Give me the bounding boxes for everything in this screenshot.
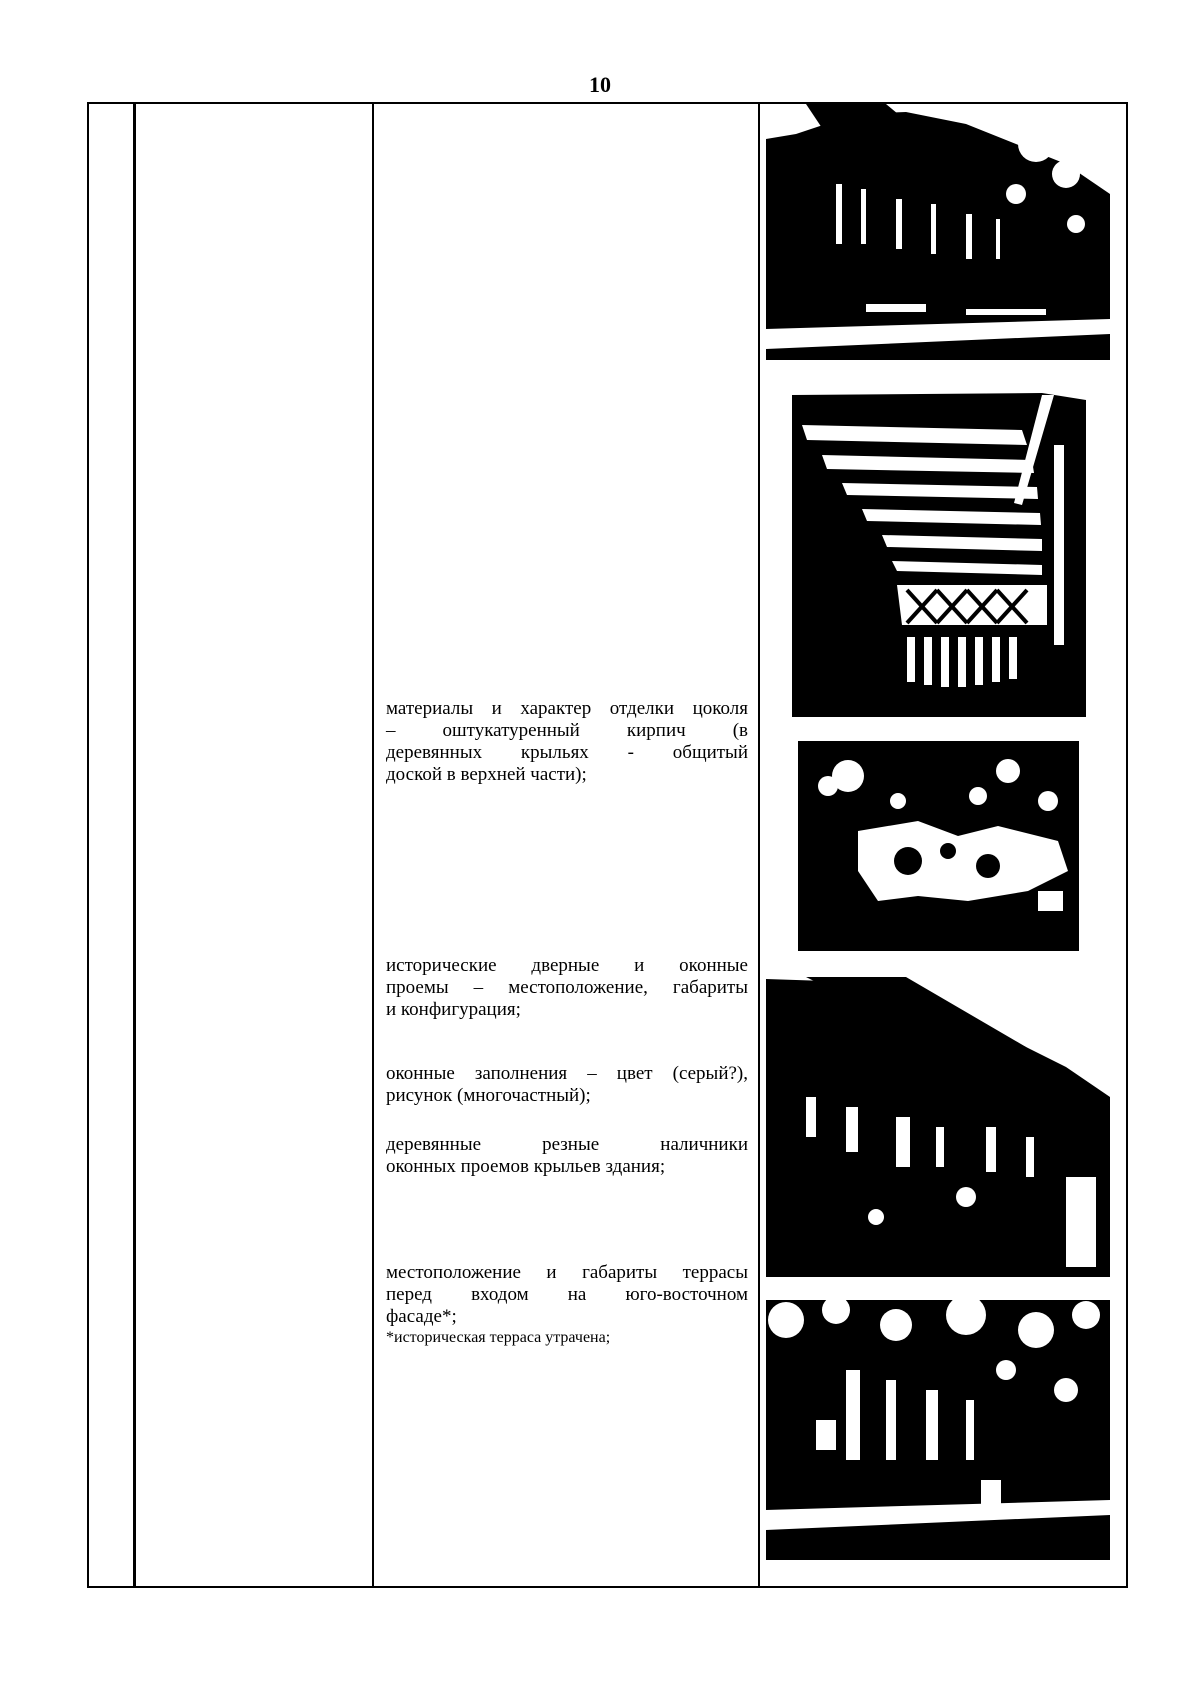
plinth-photo <box>798 741 1079 951</box>
text-line: рисунок (многочастный); <box>386 1085 591 1106</box>
text-line: оконные заполнения – цвет (серый?), <box>386 1063 748 1084</box>
building-facade-photo-1 <box>766 104 1110 360</box>
table-left-border <box>87 103 89 1587</box>
text-line: фасаде*; <box>386 1306 457 1327</box>
building-trees-photo <box>766 1300 1110 1560</box>
text-line: деревянные резные наличники <box>386 1134 748 1155</box>
carved-trims-description <box>386 1134 748 1178</box>
text-line: исторические дверные и оконные <box>386 955 748 976</box>
text-line: деревянных крыльях - общитый <box>386 742 748 763</box>
terrace-note: *историческая терраса утрачена; <box>386 1329 611 1346</box>
carved-eaves-photo <box>792 385 1086 717</box>
text-line: местоположение и габариты террасы <box>386 1262 748 1283</box>
text-line: – оштукатуренный кирпич (в <box>386 720 748 741</box>
text-line: проемы – местоположение, габариты <box>386 977 748 998</box>
table-bottom-border <box>87 1586 1128 1588</box>
openings-description <box>386 955 748 1021</box>
text-line: материалы и характер отделки цоколя <box>386 698 748 719</box>
table-column-divider-3 <box>758 103 760 1587</box>
text-line: и конфигурация; <box>386 999 521 1020</box>
table-column-divider-2 <box>372 103 374 1587</box>
page-number: 10 <box>589 72 611 97</box>
building-facade-photo-2 <box>766 977 1110 1277</box>
terrace-description <box>386 1262 748 1348</box>
window-fillings-description <box>386 1063 748 1107</box>
text-line: перед входом на юго-восточном <box>386 1284 748 1305</box>
table-column-divider-1 <box>133 103 136 1587</box>
text-line: оконных проемов крыльев здания; <box>386 1156 666 1177</box>
plinth-description <box>386 698 748 786</box>
text-line: доской в верхней части); <box>386 764 587 785</box>
table-right-border <box>1126 103 1128 1587</box>
